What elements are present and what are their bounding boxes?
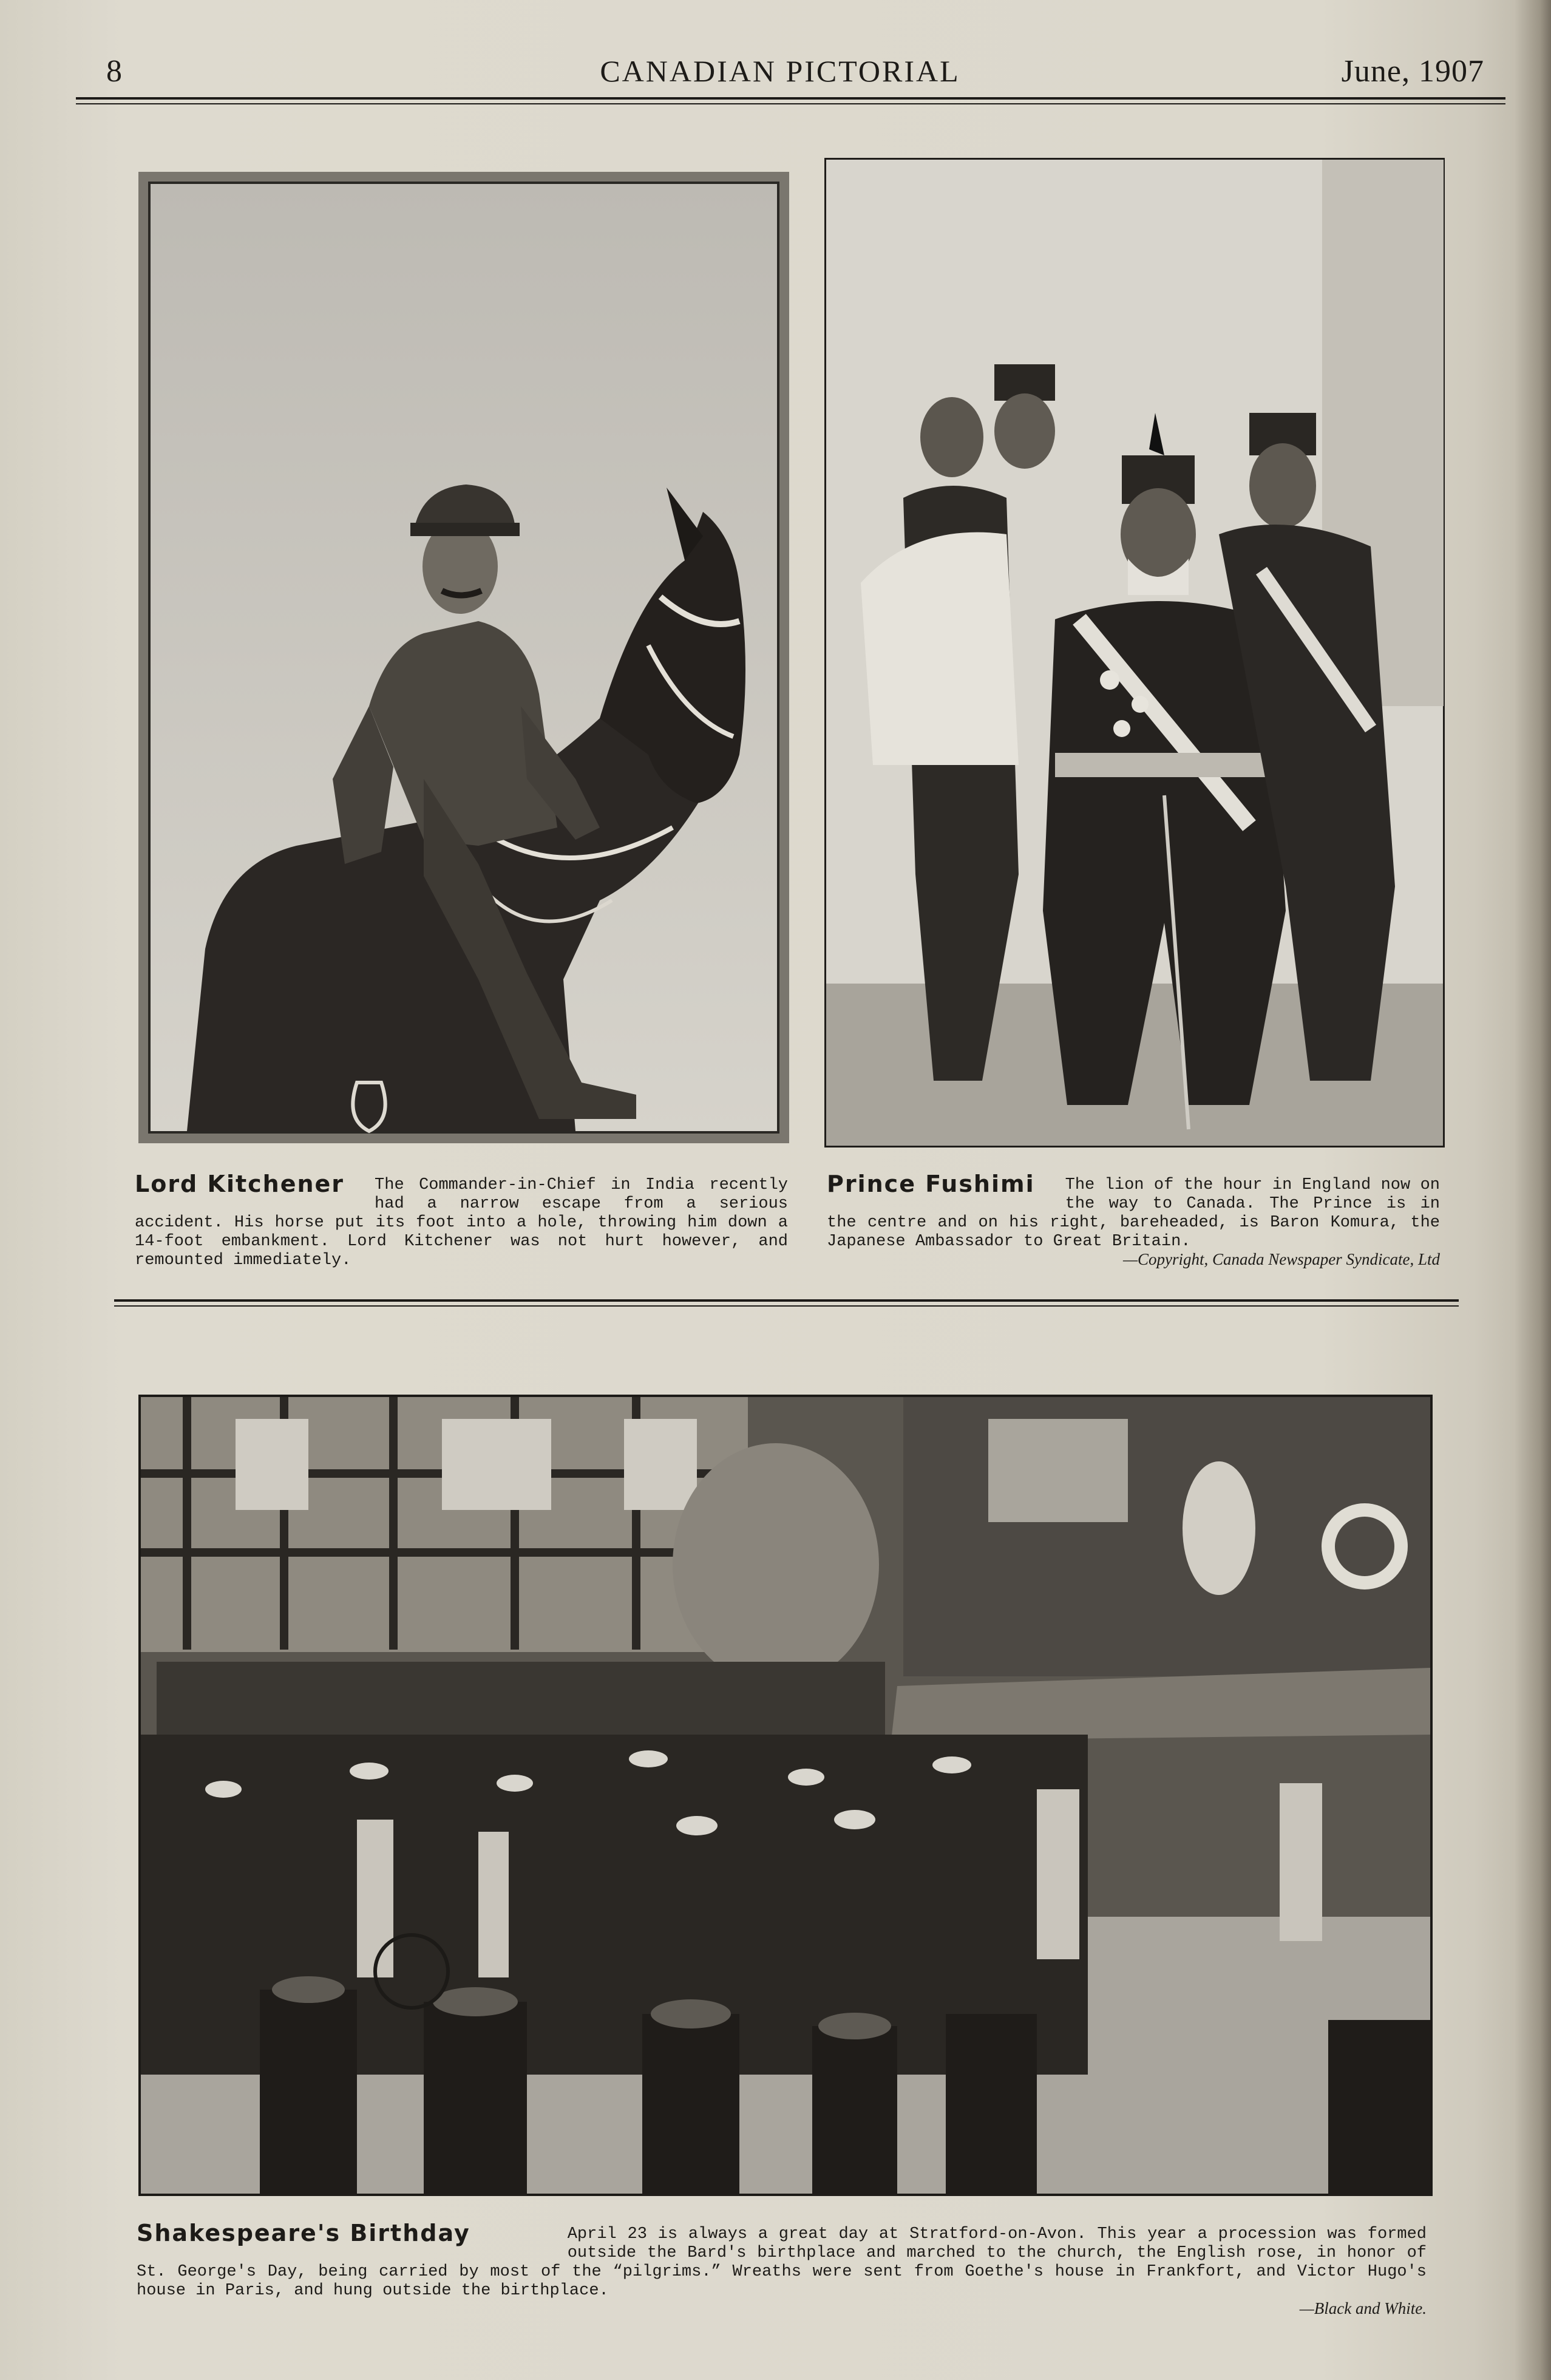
shakespeare-photo-credit: —Black and White. — [1299, 2299, 1427, 2317]
page-spine-shadow — [1515, 0, 1551, 2380]
shakespeare-caption-body: April 23 is always a great day at Stratford-on-Avon. This year a procession was formed outside the Bard's birthplace and marched to the church, the English rose, in honor of St. George's Day, being carried by most of the “pilgrims.” Wreaths were sent from Goethe's house in Frankfort, and Victor Hugo's house in Paris, and hung outside the birthplace. — [137, 2225, 1427, 2300]
kitchener-caption-body: The Commander-in-Chief in India recently had a narrow escape from a serious accident. His horse put its foot into a hole, throwing him down a 14-foot embankment. Lord Kitchener was not hurt however, and remounted immediately. — [135, 1176, 788, 1270]
shakespeare-caption — [137, 2220, 1427, 2317]
middle-rule — [114, 1299, 1459, 1302]
fushimi-caption-title: Prince Fushimi — [827, 1171, 1035, 1197]
shakespeare-photo — [138, 1395, 1433, 2196]
page-number: 8 — [106, 54, 123, 89]
fushimi-photo-credit: —Copyright, Canada Newspaper Syndicate, Ltd — [1123, 1250, 1440, 1268]
shakespeare-photo-image — [138, 1395, 1433, 2196]
fushimi-caption-body: The lion of the hour in England now on the way to Canada. The Prince is in the centre and on his right, bareheaded, is Baron Komura, the Japanese Ambassador to Great Britain. — [827, 1176, 1440, 1251]
magazine-title: CANADIAN PICTORIAL — [600, 54, 960, 88]
fushimi-photo — [824, 158, 1445, 1148]
header-rule — [76, 97, 1505, 100]
kitchener-caption-title: Lord Kitchener — [135, 1171, 345, 1197]
shakespeare-caption-title: Shakespeare's Birthday — [137, 2220, 470, 2246]
issue-date: June, 1907 — [1341, 54, 1484, 89]
fushimi-photo-image — [824, 158, 1445, 1148]
kitchener-photo — [138, 172, 789, 1143]
fushimi-caption — [827, 1171, 1440, 1268]
kitchener-photo-image — [138, 172, 789, 1143]
page-header — [76, 53, 1484, 102]
kitchener-caption — [135, 1171, 788, 1270]
